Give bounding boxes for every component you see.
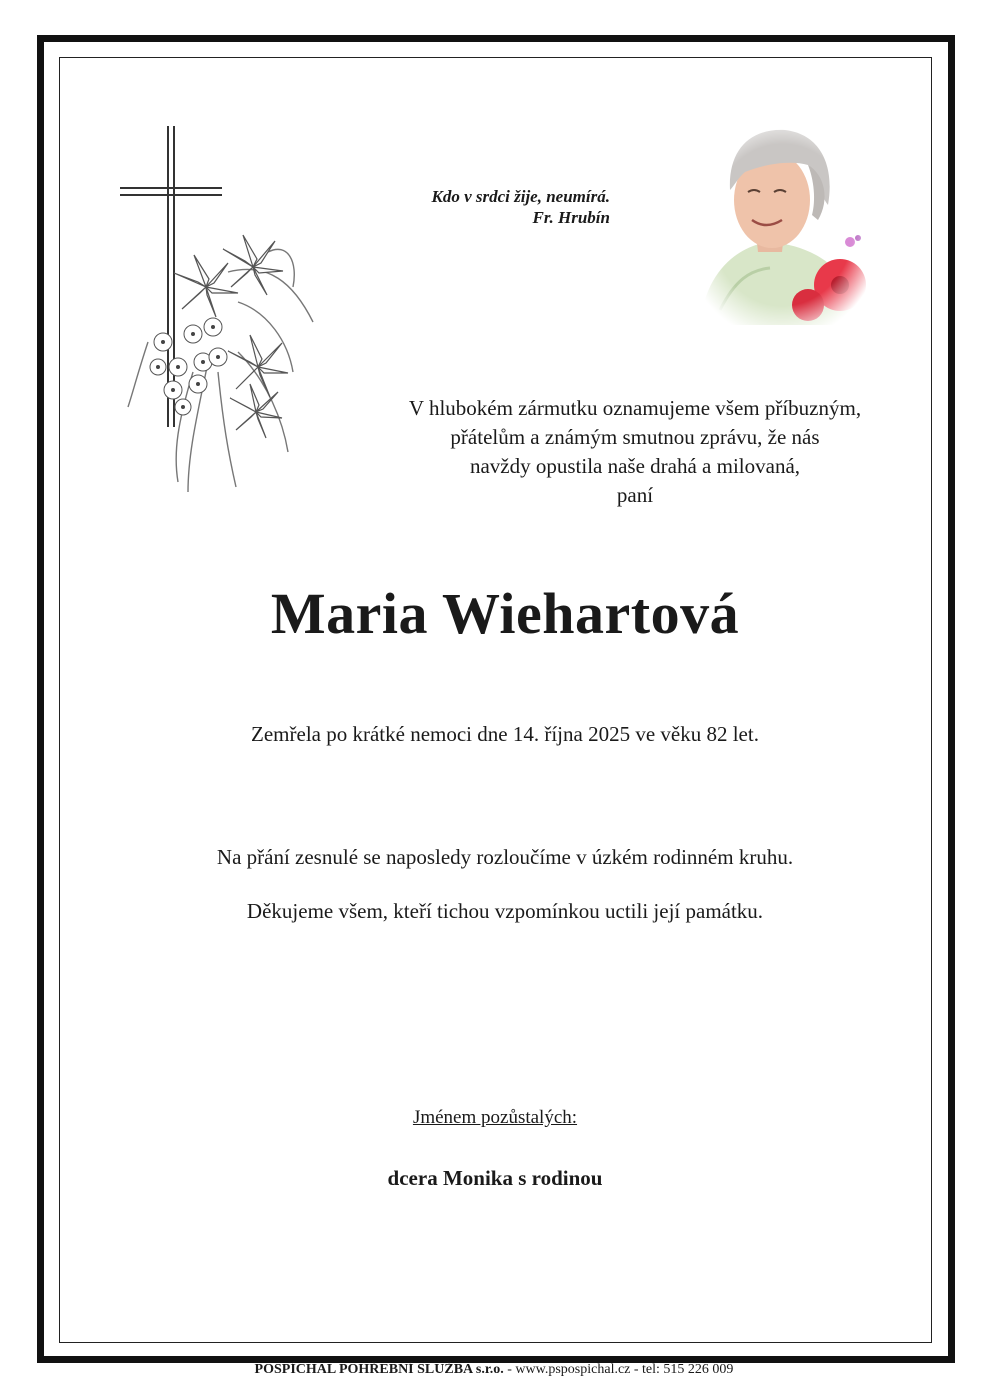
footer-contact: - www.pspospichal.cz - tel: 515 226 009 <box>503 1362 734 1377</box>
footer-company: POSPÍCHAL POHŘEBNÍ SLUŽBA s.r.o. <box>254 1362 504 1377</box>
announcement-line: přátelům a známým smutnou zprávu, že nás <box>450 425 820 449</box>
motto-author: Fr. Hrubín <box>532 208 610 227</box>
footer <box>0 1362 988 1378</box>
cross-with-lilies-icon <box>118 122 328 507</box>
signature: dcera Monika s rodinou <box>387 1166 603 1190</box>
announcement <box>330 394 940 510</box>
announcement-line: V hlubokém zármutku oznamujeme všem příbuzným, <box>408 396 862 420</box>
deceased-name: Maria Wiehartová <box>270 581 740 646</box>
motto <box>340 186 610 228</box>
behalf-label: Jménem pozůstalých: <box>412 1107 578 1128</box>
motto-quote: Kdo v srdci žije, neumírá. <box>431 187 610 206</box>
portrait-photo <box>690 120 875 330</box>
death-notice: Zemřela po krátké nemoci dne 14. října 2025 ve věku 82 let. <box>251 722 759 746</box>
farewell-wish: Na přání zesnulé se naposledy rozloučíme v úzkém rodinném kruhu. <box>216 845 794 869</box>
announcement-line: paní <box>616 483 654 507</box>
announcement-line: navždy opustila naše drahá a milovaná, <box>469 454 801 478</box>
thanks-text: Děkujeme všem, kteří tichou vzpomínkou uctili její památku. <box>246 899 764 923</box>
